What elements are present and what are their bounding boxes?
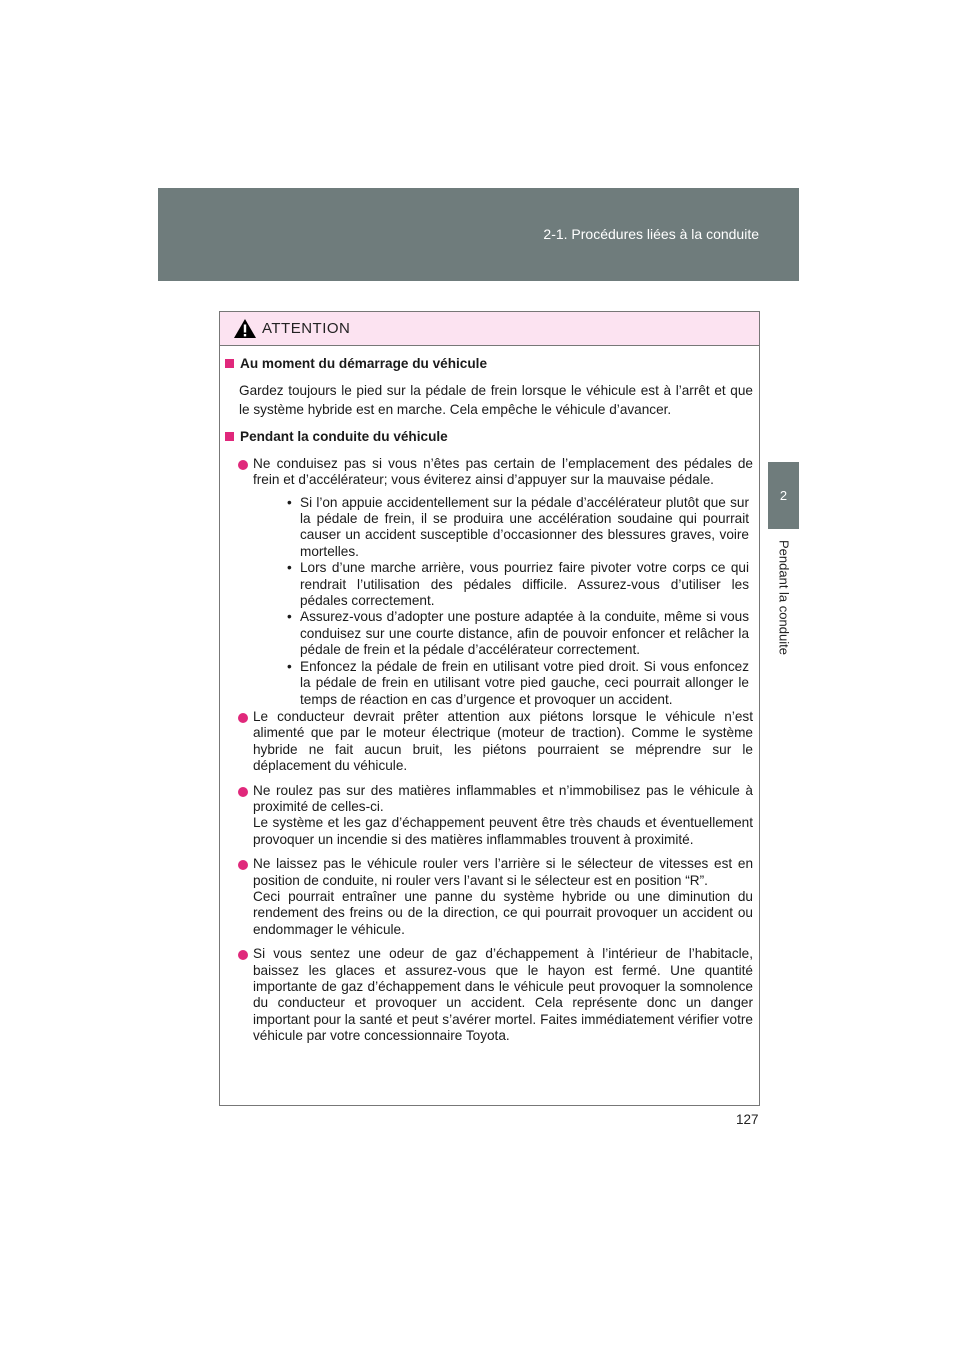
bullet-text-continued: Le système et les gaz d’échappement peuvent être très chauds et éventuellement provoquer un incendie si des matières inflammables trouvent à proximité. (253, 815, 753, 847)
chapter-title: 2-1. Procédures liées à la conduite (543, 226, 759, 242)
bullet-dot-icon (238, 713, 248, 723)
bullet-item (224, 783, 753, 849)
section-title-text: Pendant la conduite du véhicule (240, 429, 448, 445)
sub-item-text: Lors d’une marche arrière, vous pourriez faire pivoter votre corps ce qui rendrait l’utilisation des pédales difficile. Assurez-vous d’utiliser les pédales correctement. (300, 560, 749, 609)
warning-content (220, 346, 759, 1045)
sub-item-text: Enfoncez la pédale de frein en utilisant votre pied droit. Si vous enfoncez la pédale de frein en utilisant votre pied gauche, ceci pourrait allonger le temps de réaction en cas d’urgence et provoquer un accident. (300, 658, 749, 707)
section-paragraph: Gardez toujours le pied sur la pédale de frein lorsque le véhicule est à l’arrêt et que le système hybride est en marche. Cela empêche le véhicule d’avancer. (239, 383, 753, 418)
chapter-tab-number: 2 (768, 462, 799, 529)
bullet-item (224, 856, 753, 938)
bullet-item (224, 709, 753, 775)
bullet-dot-icon (238, 460, 248, 470)
bullet-item (224, 456, 753, 708)
sub-item-text: Si l’on appuie accidentellement sur la pédale d’accélérateur plutôt que sur la pédale de frein, il se produira une accélération soudaine qui pourrait causer un accident susceptible d’occasionner des blessures graves, voire mortelles. (300, 494, 749, 559)
bullet-dot-icon (238, 950, 248, 960)
bullet-text: Ne conduisez pas si vous n’êtes pas certain de l’emplacement des pédales de frein et d’accélérateur; vous éviterez ainsi d’appuyer sur la mauvaise pédale. (253, 455, 753, 488)
sub-list-item: • Si l’on appuie accidentellement sur la pédale d’accélérateur plutôt que sur la pédale de frein, il se produira une accélération soudaine qui pourrait causer un accident susceptible d’occasionner des blessures graves, voire mortelles. (287, 494, 749, 559)
warning-triangle-icon (233, 318, 257, 339)
section-title-driving (224, 429, 753, 445)
sub-list-item: • Assurez-vous d’adopter une posture adaptée à la conduite, même si vous conduisez sur une courte distance, afin de pouvoir enfoncer et relâcher la pédale de frein et la pédale d’accélérateur correctement. (287, 609, 749, 658)
sub-list-item: • Lors d’une marche arrière, vous pourriez faire pivoter votre corps ce qui rendrait l’utilisation des pédales difficile. Assurez-vous d’utiliser les pédales correctement. (287, 560, 749, 609)
section-title-startup (224, 356, 753, 372)
sub-list (253, 495, 753, 708)
section-title-text: Au moment du démarrage du véhicule (240, 356, 488, 371)
sub-item-text: Assurez-vous d’adopter une posture adaptée à la conduite, même si vous conduisez sur une courte distance, afin de pouvoir enfoncer et relâcher la pédale de frein et la pédale d’accélérateur correctement. (300, 609, 749, 658)
bullet-item (224, 946, 753, 1044)
warning-box (219, 311, 760, 1106)
chapter-tab-label: Pendant la conduite (776, 540, 792, 655)
bullet-dot-icon (238, 860, 248, 870)
chapter-header-band (158, 188, 799, 281)
bullet-text: Si vous sentez une odeur de gaz d’échappement à l’intérieur de l’habitacle, baissez les glaces et assurez-vous que le hayon est fermé. Une quantité importante de gaz d’échappement dans le véhicule peut provoquer la somnolence du conducteur et provoquer un accident. Cela représente donc un danger important pour la santé et peut s’avérer mortel. Faites immédiatement vérifier votre véhicule par votre concessionnaire Toyota. (253, 946, 753, 1044)
bullet-text: Ne laissez pas le véhicule rouler vers l’arrière si le sélecteur de vitesses est en position de conduite, ni rouler vers l’avant si le sélecteur est en position “R”. (253, 856, 753, 888)
bullet-dot-icon (238, 787, 248, 797)
warning-title: ATTENTION (262, 320, 351, 337)
bullet-text-continued: Ceci pourrait entraîner une panne du système hybride ou une diminution du rendement des freins ou de la direction, ce qui pourrait provoquer un accident ou endommager le véhicule. (253, 888, 753, 937)
section-square-icon (225, 432, 234, 441)
sub-list-item: • Enfoncez la pédale de frein en utilisant votre pied droit. Si vous enfoncez la pédale de frein en utilisant votre pied gauche, ceci pourrait allonger le temps de réaction en cas d’urgence et provoquer un accident. (287, 658, 749, 707)
bullet-text: Ne roulez pas sur des matières inflammables et n’immobilisez pas le véhicule à proximité de celles-ci. (253, 782, 753, 814)
bullet-text: Le conducteur devrait prêter attention aux piétons lorsque le véhicule n’est alimenté que par le moteur électrique (moteur de traction). Comme le système hybride ne fait aucun bruit, les piétons pourraient se méprendre sur le déplacement du véhicule. (253, 708, 753, 774)
warning-header (220, 312, 759, 346)
section-square-icon (225, 359, 234, 368)
page-number: 127 (736, 1112, 759, 1127)
